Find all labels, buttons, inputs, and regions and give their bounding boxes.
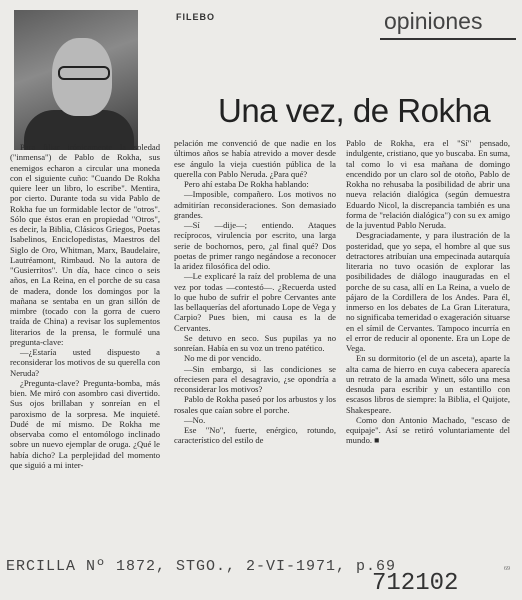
paragraph: En su dormitorio (el de un asceta), aparte la alta cama de hierro en cuya cabecera aparecía un retrato de la amada Winett, sólo una mesa desnuda para escribir y un estantillo con escasos libros de siempre: la Biblia, el Quijote, Shakespeare. [346, 353, 510, 415]
section-rule [380, 38, 516, 40]
author-byline: FILEBO [176, 12, 215, 22]
paragraph: Como don Antonio Machado, "escaso de equipaje". Así se retiró voluntariamente del mundo. ■ [346, 414, 510, 446]
paragraph: Pero ahí estaba De Rokha hablando: [184, 179, 309, 189]
photo-glasses [58, 66, 110, 80]
column-3 [346, 138, 510, 446]
paragraph: No me di por vencido. [184, 353, 262, 364]
paragraph: Pablo de Rokha paseó por los arbustos y los rosales que caían sobre el porche. [174, 394, 336, 415]
column-1 [10, 142, 160, 470]
paragraph: —¿Estaría usted dispuesto a reconsiderar los motivos de su querella con Neruda? [10, 347, 160, 378]
paragraph: —No. [184, 414, 206, 425]
page-marker: 69 [504, 566, 510, 572]
column-2 [174, 138, 336, 446]
paragraph: —Le explicaré la raíz del problema de una vez por todas —contestó—. ¿Recuerda usted lo que hubo de sufrir el pobre Cervantes ante las bellaquerías del afortunado Lope de Vega y Carpio? Pues bien, mi causa es la de Cervantes. [174, 271, 336, 333]
paragraph: Pablo de Rokha, era el "Sí" pensado, indulgente, cristiano, que yo buscaba. En suma, tal como lo vi esa mañana de domingo encendido por un claro sol de otoño, Pablo de Rokha no rehusaba la posibilidad de abrir una nueva relación dialógica (según demuestra Eduardo Nicol, la discrepancia también es una forma de "relación dialógica") con su ex amigo de la juventud Pablo Neruda. [346, 138, 510, 230]
paragraph: Desgraciadamente, y para ilustración de la posteridad, que yo sepa, el hombre al que sus detractores atribuían una empecinada autarquía literaria no tuvo ocasión de explorar las posibilidades de diálogo inauguradas en el porche de su casa, allí en La Reina, a vuelo de pájaro de la Cordillera de los Andes. Para él, inmerso en los debates de La Gran Literatura, no significaba temeridad o exageración situarse en el símil de Cervantes. Tampoco incurría en el error de reducir al oponente. Era un Lope de Vega. [346, 230, 510, 353]
paragraph: —Sí —dije—; entiendo. Ataques recíprocos, virulencia por escrito, una larga serie de bochornos, pero, ¿al final qué? Dos poetas de primer rango negándose a reconocer la aridez filosófica del odio. [174, 220, 336, 271]
author-photo [14, 10, 138, 150]
section-title: opiniones [384, 8, 483, 34]
paragraph: Para filiar irónicamente la soledad ("inmensa") de Pablo de Rokha, sus enemigos echaron a circular una moneda con el siguiente cuño: "Cuando De Rokha quiere leer un libro, lo escribe". Mentira, por cierto. Durante toda su vida Pablo de Rokha fue un formidable lector de "otros". Sólo que éstos eran en propiedad "Otros", es decir, la Biblia, Clásicos Griegos, Poetas Isabelinos, Enciclopedistas, Maestros del Siglo de Oro, Whitman, Marx, Baudelaire, Lautréamont, Rimbaud. No la autora de "Gusierritos". Un día, hace cinco o seis años, en La Reina, en el porche de su casa de madera, donde los domingos por la mañana se sentaba en un gran sillón de mimbre (tocado con la gorra de cuero traída de China) a revisar los suplementos literarios de la prensa, le formulé una pregunta-clave: [10, 142, 160, 347]
paragraph: Se detuvo en seco. Sus pupilas ya no sonreían. Había en su voz un treno patético. [174, 332, 336, 353]
paragraph: pelación me convenció de que nadie en los últimos años se había atrevido a mover desde ese ángulo la vieja cuestión pública de la querella con Pablo Neruda. ¿Para qué? [174, 138, 336, 179]
archive-stamp: 712102 [372, 570, 459, 597]
paragraph: —Sin embargo, si las condiciones se ofreciesen para el desagravio, ¿se opondría a reconsiderar los motivos? [174, 363, 336, 394]
paragraph: Ese "No", fuerte, enérgico, rotundo, característico del estilo de [174, 425, 336, 446]
article-title: Una vez, de Rokha [218, 92, 491, 129]
paragraph: ¿Pregunta-clave? Pregunta-bomba, más bien. Me miró con asombro casi divertido. Sus ojos brillaban y sonreían en el paroxismo de la sorpresa. Me inquieté. Dudé de mí mismo. De Rokha me observaba como el entomólogo inclinado sobre un nuevo ejemplar de oruga. ¿Qué le había dicho? La perplejidad del momento que siguió a mi inter- [10, 377, 160, 470]
paragraph: —Imposible, compañero. Los motivos no admitirían reconsideraciones. Son demasiado grandes. [174, 189, 336, 220]
handwritten-citation: ERCILLA Nº 1872, STGO., 2-VI-1971, p.69 [6, 558, 397, 575]
